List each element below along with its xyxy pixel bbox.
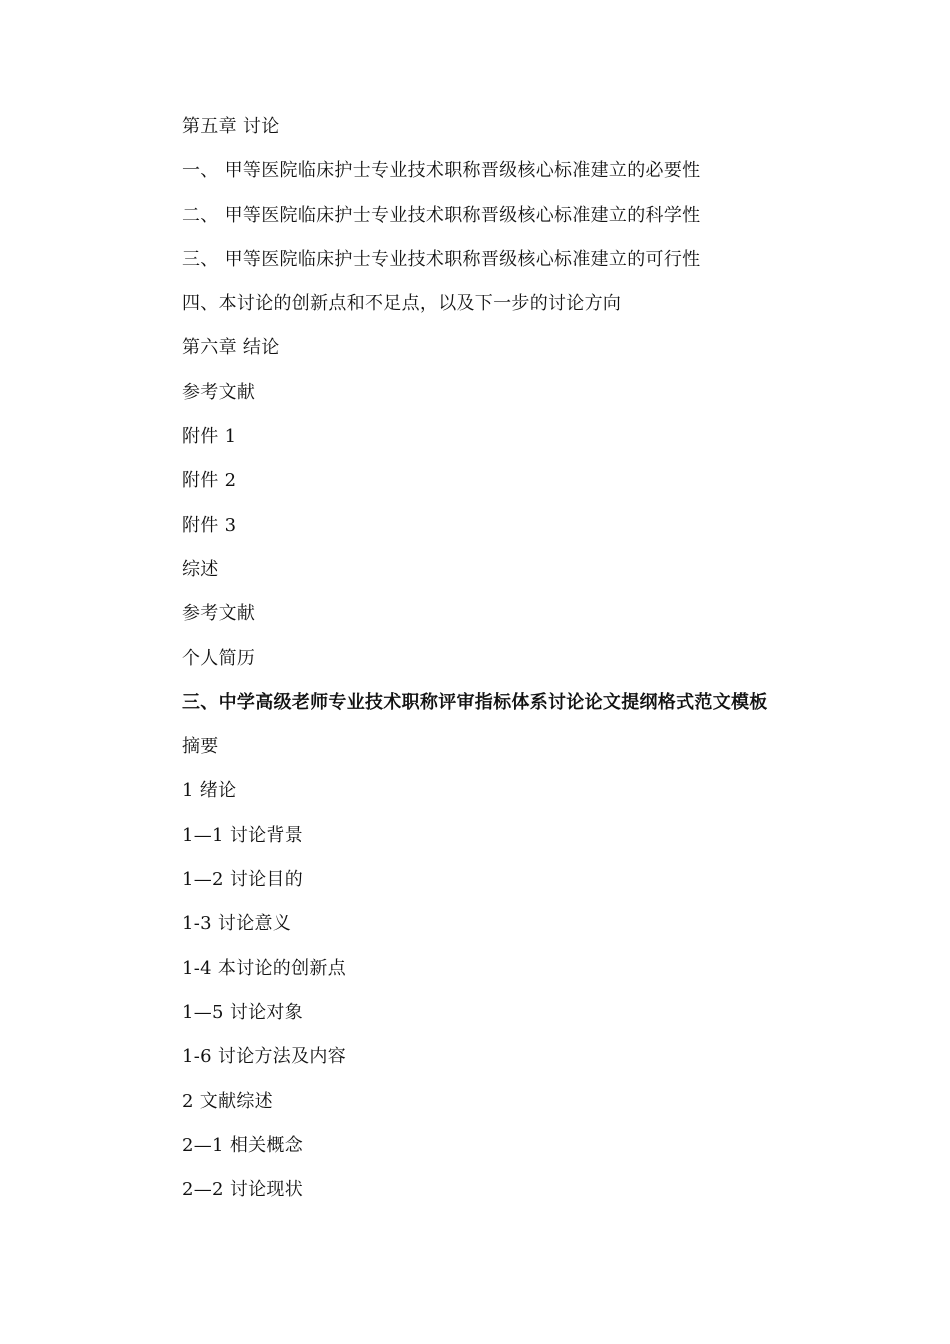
- outline-line: 1—1 讨论背景: [182, 824, 304, 846]
- outline-line: 1 绪论: [182, 780, 237, 802]
- outline-line: 1—5 讨论对象: [182, 1001, 304, 1023]
- outline-line: 2—1 相关概念: [182, 1134, 304, 1156]
- outline-line: 个人简历: [182, 647, 256, 669]
- outline-line: 第五章 讨论: [182, 116, 280, 137]
- outline-line: 1-4 本讨论的创新点: [182, 957, 347, 979]
- outline-line: 四、本讨论的创新点和不足点，以及下一步的讨论方向: [182, 293, 622, 315]
- outline-line: 二、 甲等医院临床护士专业技术职称晋级核心标准建立的科学性: [182, 204, 701, 226]
- outline-line: 三、 甲等医院临床护士专业技术职称晋级核心标准建立的可行性: [182, 248, 701, 270]
- document-page: [182, 112, 882, 1219]
- outline-line: 1-6 讨论方法及内容: [182, 1046, 347, 1068]
- outline-line: 2—2 讨论现状: [182, 1179, 304, 1201]
- outline-line: 参考文献: [182, 381, 256, 403]
- outline-line: 综述: [182, 558, 219, 580]
- outline-line: 附件 3: [182, 514, 237, 536]
- outline-line: 附件 2: [182, 470, 237, 492]
- outline-line: 第六章 结论: [182, 337, 280, 359]
- outline-line: 1-3 讨论意义: [182, 913, 292, 935]
- outline-line: 2 文献综述: [182, 1090, 273, 1112]
- outline-line: 附件 1: [182, 426, 237, 448]
- outline-line: 摘要: [182, 736, 219, 758]
- outline-line: 1—2 讨论目的: [182, 869, 304, 891]
- outline-line: 一、 甲等医院临床护士专业技术职称晋级核心标准建立的必要性: [182, 160, 701, 182]
- section-heading: 三、中学高级老师专业技术职称评审指标体系讨论论文提纲格式范文模板: [182, 691, 768, 713]
- outline-line: 参考文献: [182, 603, 256, 625]
